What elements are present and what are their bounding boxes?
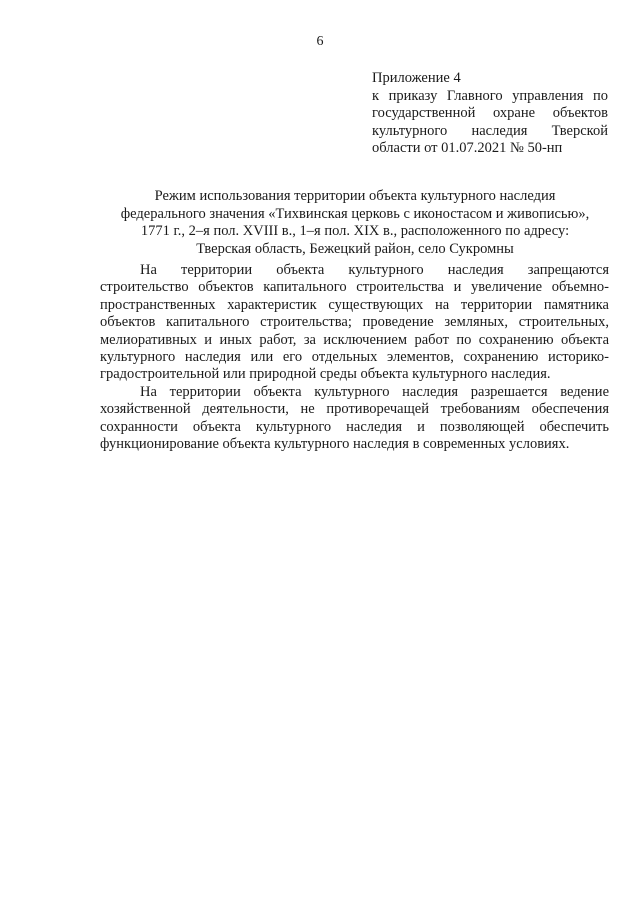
paragraph-line: строительство объектов капитального строительства и увеличение объемно- (100, 279, 609, 296)
title-line: 1771 г., 2–я пол. XVIII в., 1–я пол. XIX в., расположенного по адресу: (140, 223, 570, 239)
paragraph-line: объектов капитального строительства; проведение земляных, строительных, (100, 314, 609, 331)
paragraph-line: культурного наследия или его отдельных элементов, сохранению историко- (100, 349, 609, 366)
appendix-line: Приложение 4 (372, 70, 461, 86)
paragraph-line: мелиоративных и иных работ, за исключением работ по сохранению объекта (100, 331, 609, 348)
title-line: федерального значения «Тихвинская церковь с иконостасом и живописью», (120, 205, 590, 222)
paragraph-line: пространственных характеристик существующих на территории памятника (100, 296, 609, 313)
paragraph-line: хозяйственной деятельности, не противоречащей требованиям обеспечения (100, 401, 609, 418)
title-line: Режим использования территории объекта культурного наследия (154, 188, 556, 204)
paragraph-line: На территории объекта культурного наследия разрешается ведение (140, 383, 609, 400)
appendix-line: области от 01.07.2021 № 50-нп (372, 140, 563, 156)
page-number: 6 (316, 34, 324, 49)
paragraph-line: функционирование объекта культурного наследия в современных условиях. (100, 436, 570, 453)
appendix-line: культурного наследия Тверской (372, 122, 608, 139)
paragraph-prohibitions (100, 262, 609, 384)
paragraph-line: градостроительной или природной среды объекта культурного наследия. (100, 366, 551, 383)
title-line: Тверская область, Бежецкий район, село Сукромны (196, 240, 514, 257)
paragraph-line: сохранности объекта культурного наследия и позволяющей обеспечить (100, 418, 609, 435)
document-body (100, 262, 609, 453)
document-title (100, 188, 610, 258)
appendix-header (372, 70, 608, 158)
appendix-line: государственной охране объектов (372, 105, 608, 121)
paragraph-line: На территории объекта культурного наследия запрещаются (140, 262, 609, 278)
paragraph-permissions (100, 384, 609, 454)
appendix-line: к приказу Главного управления по (372, 87, 608, 104)
